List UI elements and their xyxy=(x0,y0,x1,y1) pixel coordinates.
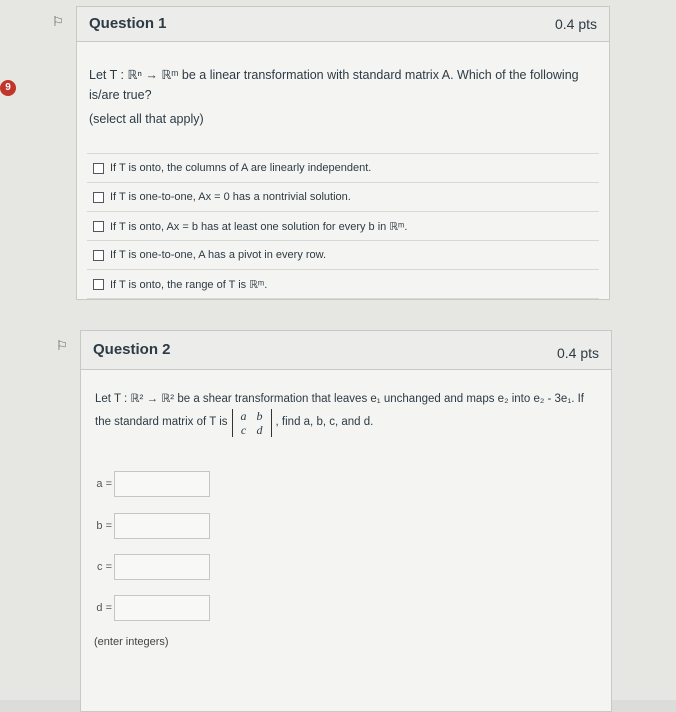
answer-option[interactable] xyxy=(87,182,599,211)
question-1-prompt: Let T : ℝⁿ → ℝᵐ be a linear transformation with standard matrix A. Which of the following is/are true? xyxy=(89,68,579,102)
answer-option[interactable] xyxy=(87,269,599,299)
question-1-title: Question 1 xyxy=(89,15,167,32)
enter-integers-note: (enter integers) xyxy=(94,636,169,648)
answer-option[interactable] xyxy=(87,211,599,240)
checkbox[interactable] xyxy=(93,221,104,232)
answer-label: If T is one-to-one, A has a pivot in every row. xyxy=(110,249,327,261)
notification-badge[interactable]: 9 xyxy=(0,80,16,96)
field-label: c = xyxy=(97,561,112,573)
prompt-text: , find a, b, c, and d. xyxy=(275,416,374,428)
answer-input-a[interactable] xyxy=(114,471,210,497)
flag-question-1-icon[interactable]: ⚐ xyxy=(52,14,64,29)
answer-label: If T is onto, the columns of A are linearly independent. xyxy=(110,162,372,174)
question-1-instruction: (select all that apply) xyxy=(89,112,204,126)
field-row-b xyxy=(94,513,210,539)
prompt-text: the standard matrix of T is xyxy=(95,416,228,428)
checkbox[interactable] xyxy=(93,250,104,261)
field-row-c xyxy=(94,554,210,580)
checkbox[interactable] xyxy=(93,192,104,203)
answer-label: If T is one-to-one, Ax = 0 has a nontrivial solution. xyxy=(110,191,351,203)
matrix-entry: a xyxy=(240,409,247,423)
answer-option[interactable] xyxy=(87,240,599,269)
answer-input-d[interactable] xyxy=(114,595,210,621)
question-1-answers xyxy=(87,153,599,299)
field-row-a xyxy=(94,471,210,497)
field-label: b = xyxy=(96,520,112,532)
matrix-entry: d xyxy=(256,423,263,437)
matrix-entry: c xyxy=(240,423,247,437)
question-2-header xyxy=(81,331,611,370)
answer-input-b[interactable] xyxy=(114,513,210,539)
question-2-prompt-line1: Let T : ℝ² → ℝ² be a shear transformation that leaves e₁ unchanged and maps e₂ into e₂ - 3e₁. If xyxy=(95,393,584,405)
field-label: d = xyxy=(96,602,112,614)
question-2-points: 0.4 pts xyxy=(556,345,599,361)
question-1-header xyxy=(77,7,609,42)
field-row-d xyxy=(94,595,210,621)
answer-option[interactable] xyxy=(87,153,599,182)
question-2-title: Question 2 xyxy=(93,341,171,358)
answer-label: If T is onto, the range of T is ℝᵐ. xyxy=(110,278,268,291)
checkbox[interactable] xyxy=(93,163,104,174)
matrix-entry: b xyxy=(256,409,263,423)
flag-question-2-icon[interactable]: ⚐ xyxy=(56,338,68,353)
question-1-points: 0.4 pts xyxy=(554,16,597,32)
field-label: a = xyxy=(96,478,112,490)
question-1-card xyxy=(76,6,610,300)
checkbox[interactable] xyxy=(93,279,104,290)
answer-label: If T is onto, Ax = b has at least one solution for every b in ℝᵐ. xyxy=(110,220,408,233)
question-2-prompt-line2 xyxy=(95,407,373,437)
answer-input-c[interactable] xyxy=(114,554,210,580)
standard-matrix xyxy=(232,407,272,437)
